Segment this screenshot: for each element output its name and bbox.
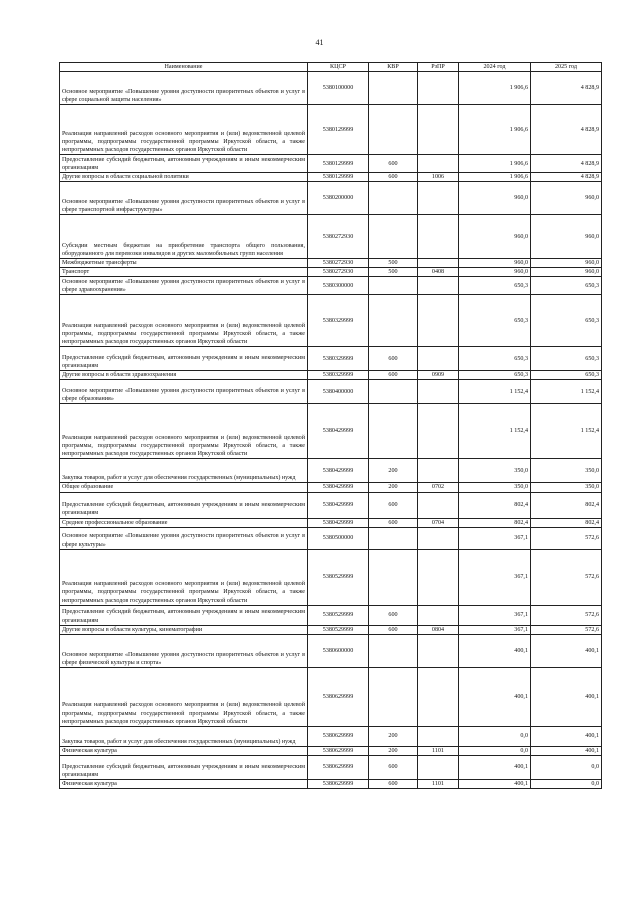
row-kvr: 200 — [369, 726, 418, 746]
row-amount-2025: 650,3 — [531, 347, 602, 371]
row-name: Другие вопросы в области социальной политики — [60, 173, 308, 182]
row-kvr: 600 — [369, 625, 418, 634]
row-kcsr: 5380129999 — [308, 105, 369, 155]
row-amount-2024: 802,4 — [459, 518, 531, 527]
header-name: Наименование — [60, 63, 308, 72]
table-row — [60, 483, 602, 492]
row-kcsr: 5380129999 — [308, 173, 369, 182]
table-row — [60, 72, 602, 105]
table-row — [60, 105, 602, 155]
row-amount-2024: 0,0 — [459, 746, 531, 755]
table-row — [60, 404, 602, 459]
row-rzpr — [418, 549, 459, 605]
row-kvr: 200 — [369, 459, 418, 483]
row-kvr: 500 — [369, 259, 418, 268]
table-row — [60, 549, 602, 605]
row-amount-2024: 1 906,6 — [459, 155, 531, 173]
row-amount-2024: 650,3 — [459, 277, 531, 295]
row-name: Предоставление субсидий бюджетным, автономным учреждениям и иным некоммерческим организациям — [60, 755, 308, 779]
row-name: Другие вопросы в области здравоохранения — [60, 371, 308, 380]
row-amount-2025: 4 828,9 — [531, 173, 602, 182]
row-kvr — [369, 105, 418, 155]
row-rzpr — [418, 726, 459, 746]
row-kcsr: 5380429999 — [308, 492, 369, 518]
table-row — [60, 625, 602, 634]
table-row — [60, 527, 602, 549]
row-amount-2024: 650,3 — [459, 347, 531, 371]
row-kcsr: 5380429999 — [308, 518, 369, 527]
row-kvr — [369, 277, 418, 295]
row-kcsr: 5380629999 — [308, 779, 369, 788]
row-rzpr — [418, 605, 459, 625]
row-rzpr — [418, 667, 459, 726]
row-rzpr — [418, 105, 459, 155]
table-row — [60, 755, 602, 779]
row-kcsr: 5380400000 — [308, 380, 369, 404]
row-kvr: 500 — [369, 268, 418, 277]
row-amount-2025: 400,1 — [531, 746, 602, 755]
row-name: Среднее профессиональное образование — [60, 518, 308, 527]
row-rzpr — [418, 277, 459, 295]
row-amount-2024: 650,3 — [459, 295, 531, 347]
row-kcsr: 5380529999 — [308, 549, 369, 605]
table-row — [60, 295, 602, 347]
row-kcsr: 5380100000 — [308, 72, 369, 105]
row-amount-2025: 960,0 — [531, 268, 602, 277]
row-kvr — [369, 182, 418, 215]
row-amount-2024: 400,1 — [459, 667, 531, 726]
row-name: Физическая культура — [60, 746, 308, 755]
table-row — [60, 268, 602, 277]
row-name: Основное мероприятие «Повышение уровня доступности приоритетных объектов и услуг в сфере транспортной инфраструктуры» — [60, 182, 308, 215]
table-row — [60, 746, 602, 755]
row-amount-2025: 572,6 — [531, 625, 602, 634]
table-row — [60, 492, 602, 518]
header-rzpr: РзПР — [418, 63, 459, 72]
row-rzpr: 0804 — [418, 625, 459, 634]
row-name: Другие вопросы в области культуры, кинематографии — [60, 625, 308, 634]
row-amount-2024: 0,0 — [459, 726, 531, 746]
row-name: Основное мероприятие «Повышение уровня доступности приоритетных объектов и услуг в сфере физической культуры и спорта» — [60, 634, 308, 667]
row-name: Межбюджетные трансферты — [60, 259, 308, 268]
table-header-row — [60, 63, 602, 72]
row-amount-2025: 0,0 — [531, 755, 602, 779]
row-kvr: 600 — [369, 155, 418, 173]
table-row — [60, 371, 602, 380]
row-amount-2024: 367,1 — [459, 527, 531, 549]
row-amount-2025: 350,0 — [531, 459, 602, 483]
row-amount-2024: 960,0 — [459, 182, 531, 215]
row-kcsr: 5380272930 — [308, 268, 369, 277]
row-name: Транспорт — [60, 268, 308, 277]
row-rzpr — [418, 215, 459, 259]
row-amount-2024: 1 906,6 — [459, 173, 531, 182]
row-kvr: 600 — [369, 755, 418, 779]
row-kcsr: 5380329999 — [308, 295, 369, 347]
table-row — [60, 459, 602, 483]
row-rzpr: 1006 — [418, 173, 459, 182]
row-amount-2025: 1 152,4 — [531, 380, 602, 404]
row-amount-2024: 1 152,4 — [459, 380, 531, 404]
row-kcsr: 5380629999 — [308, 726, 369, 746]
row-amount-2024: 1 152,4 — [459, 404, 531, 459]
row-kcsr: 5380500000 — [308, 527, 369, 549]
row-kcsr: 5380200000 — [308, 182, 369, 215]
row-amount-2025: 572,6 — [531, 605, 602, 625]
row-name: Предоставление субсидий бюджетным, автономным учреждениям и иным некоммерческим организациям — [60, 347, 308, 371]
row-rzpr — [418, 459, 459, 483]
row-name: Предоставление субсидий бюджетным, автономным учреждениям и иным некоммерческим организациям — [60, 492, 308, 518]
row-rzpr: 0702 — [418, 483, 459, 492]
row-kcsr: 5380529999 — [308, 605, 369, 625]
row-kvr: 600 — [369, 779, 418, 788]
row-kcsr: 5380629999 — [308, 746, 369, 755]
row-amount-2024: 350,0 — [459, 483, 531, 492]
row-name: Основное мероприятие «Повышение уровня доступности приоритетных объектов и услуг в сфере здравоохранения» — [60, 277, 308, 295]
row-amount-2025: 960,0 — [531, 215, 602, 259]
row-rzpr: 1101 — [418, 779, 459, 788]
row-name: Основное мероприятие «Повышение уровня доступности приоритетных объектов и услуг в сфере образования» — [60, 380, 308, 404]
row-rzpr: 1101 — [418, 746, 459, 755]
row-amount-2024: 802,4 — [459, 492, 531, 518]
row-amount-2024: 650,3 — [459, 371, 531, 380]
row-amount-2024: 1 906,6 — [459, 72, 531, 105]
row-rzpr: 0704 — [418, 518, 459, 527]
row-rzpr — [418, 72, 459, 105]
row-kvr — [369, 549, 418, 605]
row-amount-2024: 367,1 — [459, 605, 531, 625]
row-kvr: 600 — [369, 173, 418, 182]
table-row — [60, 779, 602, 788]
row-rzpr — [418, 380, 459, 404]
row-rzpr — [418, 182, 459, 215]
row-amount-2025: 802,4 — [531, 518, 602, 527]
row-name: Субсидии местным бюджетам на приобретение транспорта общего пользования, оборудованного для перевозки инвалидов и других маломобильных групп населения — [60, 215, 308, 259]
row-kcsr: 5380329999 — [308, 371, 369, 380]
row-amount-2025: 350,0 — [531, 483, 602, 492]
row-name: Физическая культура — [60, 779, 308, 788]
row-kcsr: 5380329999 — [308, 347, 369, 371]
table-row — [60, 215, 602, 259]
row-name: Основное мероприятие «Повышение уровня доступности приоритетных объектов и услуг в сфере культуры» — [60, 527, 308, 549]
row-name: Реализация направлений расходов основного мероприятия и (или) ведомственной целевой программы, подпрограммы государственной программы Иркутской области, а также непрограммных расходов государственных органов Иркутской области — [60, 295, 308, 347]
row-name: Реализация направлений расходов основного мероприятия и (или) ведомственной целевой программы, подпрограммы государственной программы Иркутской области, а также непрограммных расходов государственных органов Иркутской области — [60, 549, 308, 605]
table-row — [60, 726, 602, 746]
table-row — [60, 634, 602, 667]
row-rzpr — [418, 527, 459, 549]
row-kcsr: 5380629999 — [308, 755, 369, 779]
table-body — [60, 72, 602, 789]
row-amount-2024: 367,1 — [459, 625, 531, 634]
row-name: Реализация направлений расходов основного мероприятия и (или) ведомственной целевой программы, подпрограммы государственной программы Иркутской области, а также непрограммных расходов государственных органов Иркутской области — [60, 105, 308, 155]
table-row — [60, 347, 602, 371]
row-name: Закупка товаров, работ и услуг для обеспечения государственных (муниципальных) нужд — [60, 726, 308, 746]
table-row — [60, 380, 602, 404]
row-kcsr: 5380300000 — [308, 277, 369, 295]
row-kvr — [369, 380, 418, 404]
row-name: Предоставление субсидий бюджетным, автономным учреждениям и иным некоммерческим организациям — [60, 605, 308, 625]
row-kcsr: 5380272930 — [308, 259, 369, 268]
row-amount-2025: 1 152,4 — [531, 404, 602, 459]
row-amount-2025: 4 828,9 — [531, 105, 602, 155]
row-amount-2024: 960,0 — [459, 268, 531, 277]
row-name: Предоставление субсидий бюджетным, автономным учреждениям и иным некоммерческим организациям — [60, 155, 308, 173]
header-kcsr: КЦСР — [308, 63, 369, 72]
row-kvr: 600 — [369, 518, 418, 527]
row-amount-2024: 960,0 — [459, 259, 531, 268]
row-amount-2024: 960,0 — [459, 215, 531, 259]
row-amount-2025: 650,3 — [531, 277, 602, 295]
row-kvr — [369, 295, 418, 347]
row-amount-2025: 400,1 — [531, 634, 602, 667]
row-kcsr: 5380429999 — [308, 404, 369, 459]
header-2025: 2025 год — [531, 63, 602, 72]
row-kvr: 200 — [369, 746, 418, 755]
row-rzpr — [418, 492, 459, 518]
header-kvr: КВР — [369, 63, 418, 72]
row-rzpr: 0909 — [418, 371, 459, 380]
table-row — [60, 605, 602, 625]
row-rzpr — [418, 259, 459, 268]
row-amount-2025: 572,6 — [531, 549, 602, 605]
row-kcsr: 5380272930 — [308, 215, 369, 259]
row-amount-2024: 400,1 — [459, 634, 531, 667]
table-row — [60, 667, 602, 726]
row-kcsr: 5380129999 — [308, 155, 369, 173]
row-amount-2025: 400,1 — [531, 726, 602, 746]
row-amount-2025: 650,3 — [531, 371, 602, 380]
row-kcsr: 5380629999 — [308, 667, 369, 726]
row-kvr — [369, 72, 418, 105]
budget-table — [59, 62, 602, 789]
table-row — [60, 182, 602, 215]
row-kcsr: 5380429999 — [308, 459, 369, 483]
row-kvr — [369, 215, 418, 259]
row-amount-2024: 1 906,6 — [459, 105, 531, 155]
row-rzpr — [418, 155, 459, 173]
row-amount-2025: 960,0 — [531, 259, 602, 268]
row-kvr: 600 — [369, 371, 418, 380]
row-kvr — [369, 634, 418, 667]
row-rzpr — [418, 404, 459, 459]
row-amount-2025: 4 828,9 — [531, 72, 602, 105]
row-rzpr — [418, 755, 459, 779]
row-kcsr: 5380429999 — [308, 483, 369, 492]
row-name: Закупка товаров, работ и услуг для обеспечения государственных (муниципальных) нужд — [60, 459, 308, 483]
row-name: Общее образование — [60, 483, 308, 492]
row-rzpr: 0408 — [418, 268, 459, 277]
row-kcsr: 5380600000 — [308, 634, 369, 667]
row-amount-2024: 367,1 — [459, 549, 531, 605]
row-amount-2025: 572,6 — [531, 527, 602, 549]
row-amount-2024: 400,1 — [459, 755, 531, 779]
row-name: Реализация направлений расходов основного мероприятия и (или) ведомственной целевой программы, подпрограммы государственной программы Иркутской области, а также непрограммных расходов государственных органов Иркутской области — [60, 667, 308, 726]
row-amount-2024: 350,0 — [459, 459, 531, 483]
row-kvr: 600 — [369, 605, 418, 625]
row-amount-2025: 650,3 — [531, 295, 602, 347]
row-kvr: 600 — [369, 347, 418, 371]
row-kvr — [369, 404, 418, 459]
row-kcsr: 5380529999 — [308, 625, 369, 634]
row-amount-2025: 4 828,9 — [531, 155, 602, 173]
table-row — [60, 518, 602, 527]
page-number: 41 — [315, 38, 324, 47]
header-2024: 2024 год — [459, 63, 531, 72]
row-amount-2025: 960,0 — [531, 182, 602, 215]
row-kvr — [369, 527, 418, 549]
row-name: Реализация направлений расходов основного мероприятия и (или) ведомственной целевой программы, подпрограммы государственной программы Иркутской области, а также непрограммных расходов государственных органов Иркутской области — [60, 404, 308, 459]
row-amount-2024: 400,1 — [459, 779, 531, 788]
row-rzpr — [418, 347, 459, 371]
table-row — [60, 277, 602, 295]
row-kvr: 200 — [369, 483, 418, 492]
row-amount-2025: 0,0 — [531, 779, 602, 788]
row-kvr — [369, 667, 418, 726]
row-kvr: 600 — [369, 492, 418, 518]
table-row — [60, 155, 602, 173]
row-rzpr — [418, 634, 459, 667]
table-row — [60, 259, 602, 268]
row-name: Основное мероприятие «Повышение уровня доступности приоритетных объектов и услуг в сфере социальной защиты населения» — [60, 72, 308, 105]
table-row — [60, 173, 602, 182]
row-amount-2025: 400,1 — [531, 667, 602, 726]
row-rzpr — [418, 295, 459, 347]
row-amount-2025: 802,4 — [531, 492, 602, 518]
